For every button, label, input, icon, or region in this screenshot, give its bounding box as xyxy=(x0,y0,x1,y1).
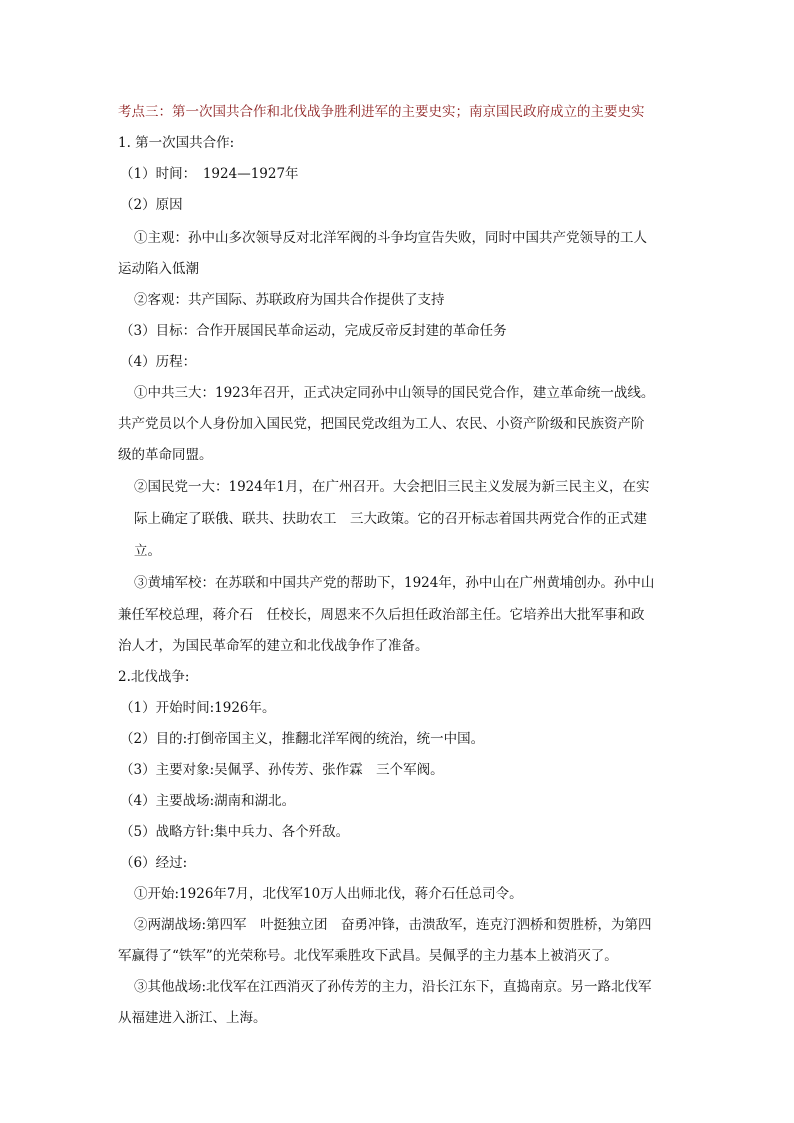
reason-subjective: ①主观：孙中山多次领导反对北洋军阀的斗争均宣告失败，同时中国共产党领导的工人 xyxy=(134,230,647,246)
item-reason: （2）原因 xyxy=(120,197,183,213)
process-ccp-third-congress: ①中共三大：1923年召开，正式决定同孙中山领导的国民党合作，建立革命统一战线。 xyxy=(134,385,655,401)
item-start-time: （1）开始时间:1926年。 xyxy=(120,700,276,716)
heading-first-cooperation: 1. 第一次国共合作: xyxy=(118,135,235,151)
reason-subjective-cont: 运动陷入低潮 xyxy=(118,261,199,277)
process-whampoa: ③黄埔军校：在苏联和中国共产党的帮助下，1924年，孙中山在广州黄埔创办。孙中山 xyxy=(134,575,655,591)
course-two-lakes-cont: 军赢得了“铁军”的光荣称号。北伐军乘胜攻下武昌。吴佩孚的主力基本上被消灭了。 xyxy=(118,948,618,964)
item-targets: （3）主要对象:吴佩孚、孙传芳、张作霖 三个军阀。 xyxy=(120,762,444,778)
process-ccp-cont-2: 级的革命同盟。 xyxy=(118,447,213,463)
item-goal: （3）目标：合作开展国民革命运动，完成反帝反封建的革命任务 xyxy=(120,323,507,339)
course-two-lakes: ②两湖战场:第四军 叶挺独立团 奋勇冲锋，击溃敌军，连克汀泗桥和贺胜桥，为第四 xyxy=(134,917,652,933)
section-title: 考点三：第一次国共合作和北伐战争胜利进军的主要史实；南京国民政府成立的主要史实 xyxy=(118,104,645,120)
process-ccp-cont-1: 共产党员以个人身份加入国民党，把国民党改组为工人、农民、小资产阶级和民族资产阶 xyxy=(118,416,645,432)
item-strategy: （5）战略方针:集中兵力、各个歼敌。 xyxy=(120,824,350,840)
item-process: （4）历程： xyxy=(120,354,197,370)
process-whampoa-cont-1: 兼任军校总理，蒋介石 任校长，周恩来不久后担任政治部主任。它培养出大批军事和政 xyxy=(118,607,645,623)
item-course: （6）经过: xyxy=(120,855,188,871)
course-start: ①开始:1926年7月，北伐军10万人出师北伐，蒋介石任总司令。 xyxy=(134,886,523,902)
item-battlefield: （4）主要战场:湖南和湖北。 xyxy=(120,793,296,809)
heading-northern-expedition: 2.北伐战争: xyxy=(118,669,190,685)
course-other-cont: 从福建进入浙江、上海。 xyxy=(118,1010,267,1026)
process-whampoa-cont-2: 治人才，为国民革命军的建立和北伐战争作了准备。 xyxy=(118,638,429,654)
process-kmt-first-congress: ②国民党一大：1924年1月，在广州召开。大会把旧三民主义发展为新三民主义，在实 xyxy=(134,479,650,495)
process-kmt-cont-2: 立。 xyxy=(134,543,161,559)
item-purpose: （2）目的:打倒帝国主义，推翻北洋军阀的统治，统一中国。 xyxy=(120,731,485,747)
course-other-battlefields: ③其他战场:北伐军在江西消灭了孙传芳的主力，沿长江东下，直捣南京。另一路北伐军 xyxy=(134,979,652,995)
process-kmt-cont-1: 际上确定了联俄、联共、扶助农工 三大政策。它的召开标志着国共两党合作的正式建 xyxy=(134,511,647,527)
reason-objective: ②客观：共产国际、苏联政府为国共合作提供了支持 xyxy=(134,292,445,308)
item-time: （1）时间： 1924—1927年 xyxy=(120,166,299,182)
